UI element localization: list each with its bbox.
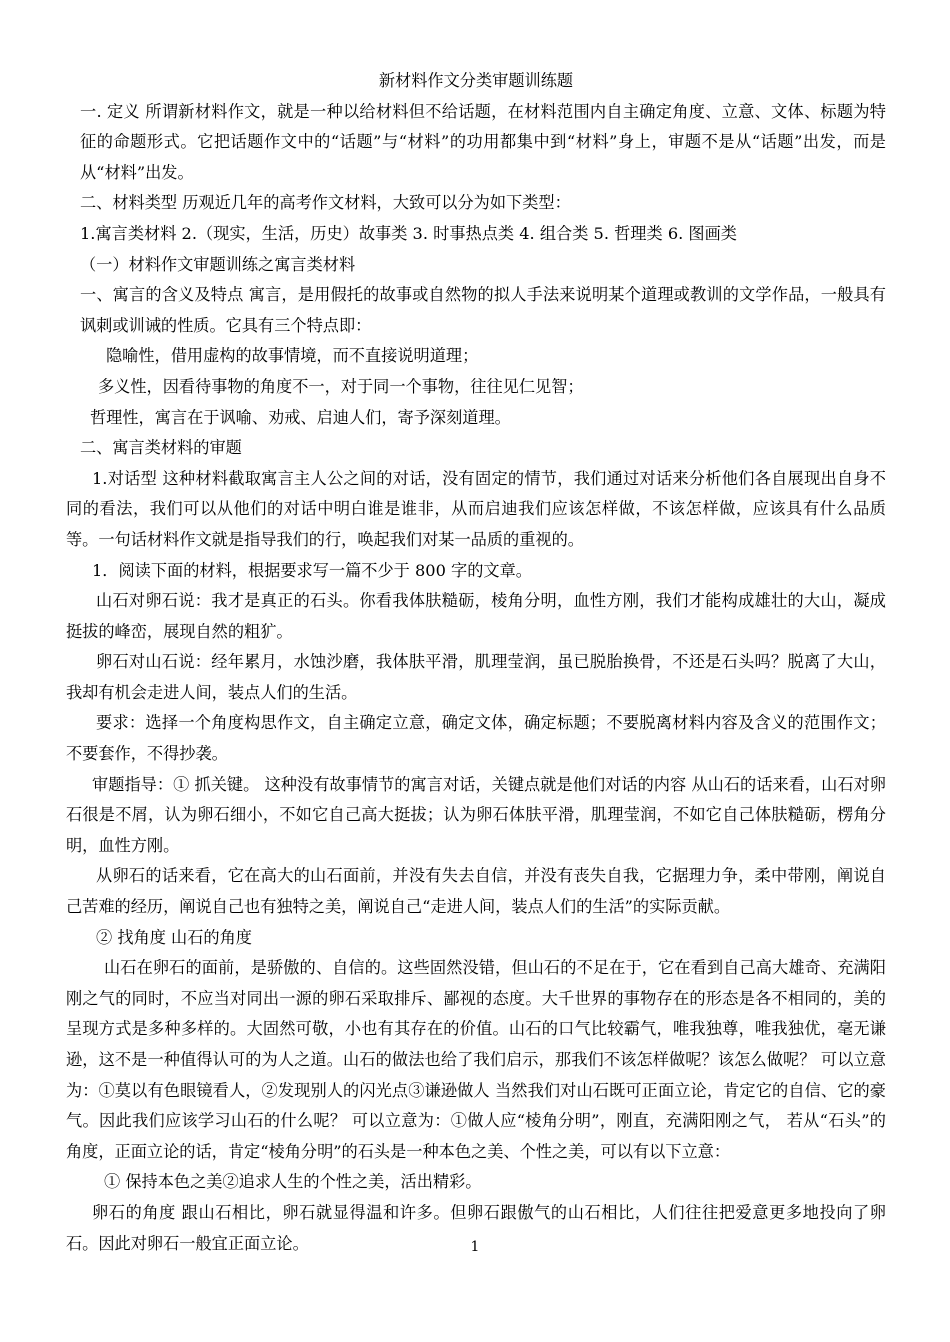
paragraph-pebble: 卵石对山石说：经年累月，水蚀沙磨，我体肤平滑，肌理莹润，虽已脱胎换骨，不还是石头吗？脱离了大山，我却有机会走进人间，装点人们的生活。	[66, 652, 886, 702]
paragraph-pebble-angle: 卵石的角度 跟山石相比，卵石就显得温和许多。但卵石跟傲气的山石相比，人们往往把爱意更多地投向了卵石。因此对卵石一般宜正面立论。	[66, 1202, 886, 1253]
paragraph-feature-ambiguity: 多义性，因看待事物的角度不一，对于同一个事物，往往见仁见智；	[98, 376, 584, 396]
paragraph-fable-meaning: 一、寓言的含义及特点 寓言，是用假托的故事或自然物的拟人手法来说明某个道理或教训的文学作品，一般具有讽刺或训诫的性质。它具有三个特点即：	[80, 285, 886, 335]
document-title: 新材料作文分类审题训练题	[378, 71, 574, 90]
paragraph-review-guide: 审题指导：① 抓关键。 这种没有故事情节的寓言对话，关键点就是他们对话的内容 从山石的话来看，山石对卵石很是不屑，认为卵石细小，不如它自己高大挺拔；认为卵石体肤平滑，肌理莹润，不如它自己体肤糙砺，楞角分明，血性方刚。	[66, 774, 886, 855]
paragraph-keep-nature: ① 保持本色之美②追求人生的个性之美，活出精彩。	[104, 1172, 482, 1192]
paragraph-pebble-view: 从卵石的话来看，它在高大的山石面前，并没有失去自信，并没有丧失自我，它据理力争，柔中带刚，阐说自己苦难的经历，阐说自己也有独特之美，阐说自己“走进人间，装点人们的生活”的实际贡献。	[66, 866, 886, 917]
paragraph-definition: 一. 定义 所谓新材料作文，就是一种以给材料但不给话题，在材料范围内自主确定角度、立意、文体、标题为特征的命题形式。它把话题作文中的“话题”与“材料”的功用都集中到“材料”身上，审题不是从“话题”出发，而是从“材料”出发。	[80, 101, 886, 182]
paragraph-type-list: 1.寓言类材料 2.（现实，生活，历史）故事类 3. 时事热点类 4. 组合类 5. 哲理类 6. 图画类	[80, 223, 737, 243]
paragraph-feature-philosophy: 哲理性，寓言在于讽喻、劝戒、启迪人们，寄予深刻道理。	[90, 407, 511, 427]
paragraph-material-types: 二、材料类型 历观近几年的高考作文材料，大致可以分为如下类型：	[80, 193, 571, 213]
section-heading-fable: （一）材料作文审题训练之寓言类材料	[80, 254, 356, 274]
paragraph-dialogue-type: 1.对话型 这种材料截取寓言主人公之间的对话，没有固定的情节，我们通过对话来分析他们各自展现出自身不同的看法，我们可以从他们的对话中明白谁是谁非，从而启迪我们应该怎样做，不该怎样做，应该具有什么品质等。一句话材料作文就是指导我们的行，唤起我们对某一品质的重视的。	[66, 468, 886, 549]
paragraph-find-angle: ② 找角度 山石的角度	[96, 927, 252, 947]
section-heading-fable-review: 二、寓言类材料的审题	[80, 438, 242, 458]
paragraph-feature-metaphor: 隐喻性，借用虚构的故事情境，而不直接说明道理；	[106, 346, 479, 366]
paragraph-mountain-stone: 山石对卵石说：我才是真正的石头。你看我体肤糙砺，棱角分明，血性方刚，我们才能构成雄壮的大山，凝成挺拔的峰峦，展现自然的粗犷。	[66, 591, 886, 641]
paragraph-mountain-angle: 山石在卵石的面前，是骄傲的、自信的。这些固然没错，但山石的不足在于，它在看到自己高大雄奇、充满阳刚之气的同时，不应当对同出一源的卵石采取排斥、鄙视的态度。大千世界的事物存在的形态是各不相同的，美的呈现方式是多种多样的。大固然可敬，小也有其存在的价值。山石的口气比较霸气，唯我独尊，唯我独优，毫无谦逊，这不是一种值得认可的为人之道。山石的做法也给了我们启示，那我们不该怎样做呢？该怎么做呢？ 可以立意为：①莫以有色眼镜看人，②发现别人的闪光点③谦逊做人 当然我们对山石既可正面立论，肯定它的自信、它的豪气。因此我们应该学习山石的什么呢？ 可以立意为：①做人应“棱角分明”，刚直，充满阳刚之气， 若从“石头”的角度，正面立论的话，肯定“棱角分明”的石头是一种本色之美、个性之美，可以有以下立意：	[66, 958, 886, 1161]
paragraph-requirements: 要求：选择一个角度构思作文，自主确定立意，确定文体，确定标题；不要脱离材料内容及含义的范围作文；不要套作，不得抄袭。	[66, 713, 886, 764]
paragraph-exercise-prompt: 1．阅读下面的材料，根据要求写一篇不少于 800 字的文章。	[92, 560, 532, 580]
page-number: 1	[470, 1239, 480, 1255]
